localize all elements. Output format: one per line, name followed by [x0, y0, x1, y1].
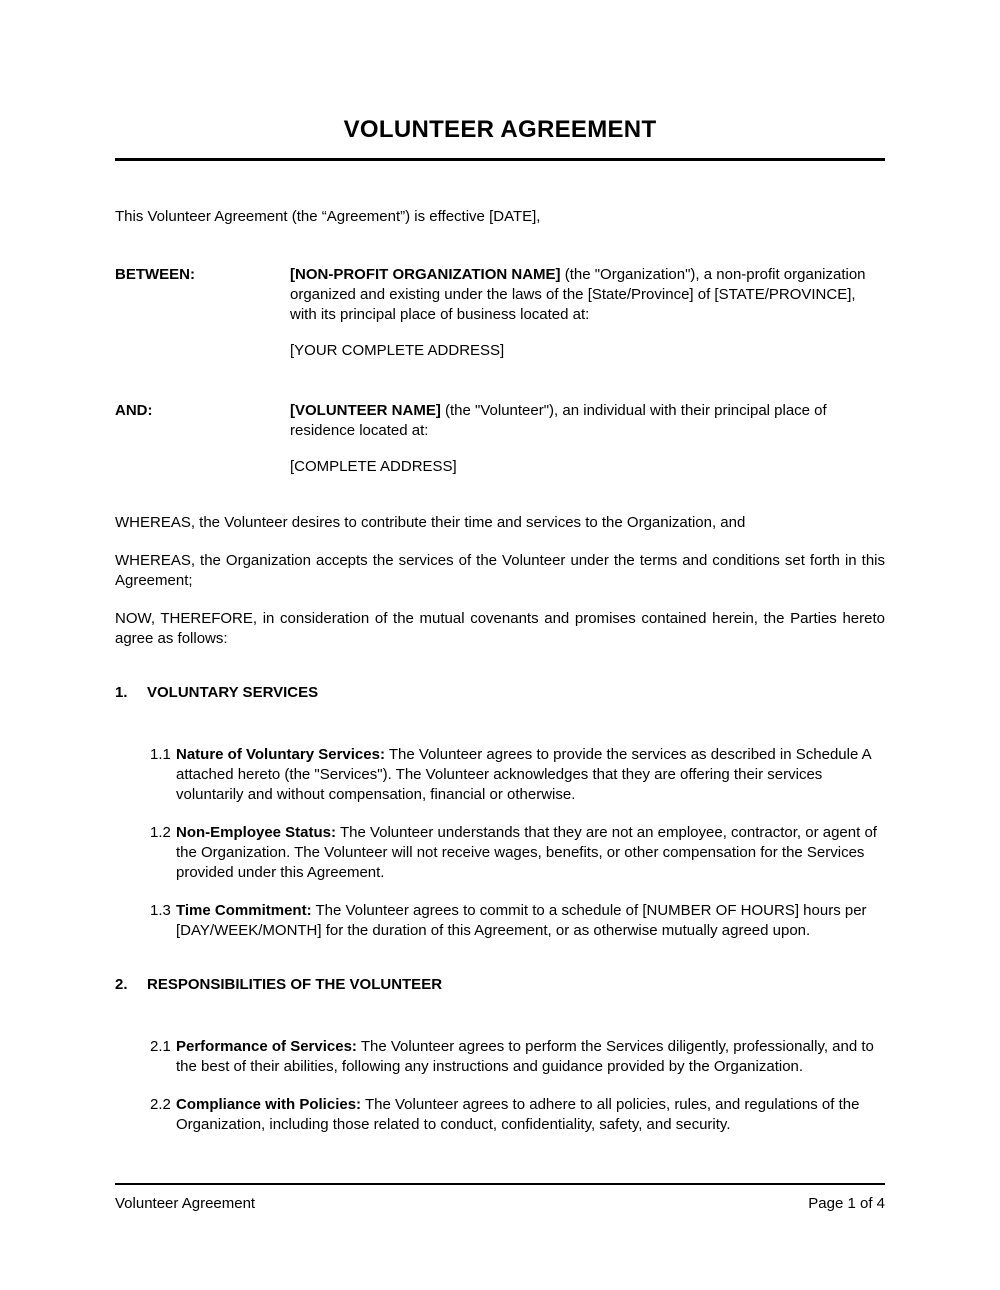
organization-address-placeholder: [YOUR COMPLETE ADDRESS] [290, 342, 505, 359]
clause-1-3-text: The Volunteer agrees to commit to a schedule of [NUMBER OF HOURS] hours per [DAY/WEEK/MONTH] for the duration of this Agreement, or as otherwise mutually agreed upon. [176, 902, 867, 939]
footer-page-number: Page 1 of 4 [808, 1195, 885, 1212]
clause-1-3-body [176, 901, 885, 941]
clause-2-1-body [176, 1037, 885, 1077]
volunteer-address-placeholder: [COMPLETE ADDRESS] [290, 458, 457, 475]
clause-2-2-title: Compliance with Policies: [176, 1096, 362, 1113]
party-between-description [290, 265, 885, 325]
clause-1-3 [150, 901, 885, 941]
section-2-title: RESPONSIBILITIES OF THE VOLUNTEER [147, 976, 443, 993]
clause-2-1-number: 2.1 [150, 1038, 171, 1055]
clause-1-1 [150, 745, 885, 805]
clause-2-2 [150, 1095, 885, 1135]
organization-name-placeholder: [NON-PROFIT ORGANIZATION NAME] [290, 266, 561, 283]
recital-whereas-1: WHEREAS, the Volunteer desires to contribute their time and services to the Organization, and [115, 514, 746, 531]
parties-block [115, 265, 885, 477]
recital-whereas-2: WHEREAS, the Organization accepts the services of the Volunteer under the terms and conditions set forth in this Agreement; [115, 552, 885, 589]
recital-now-therefore: NOW, THEREFORE, in consideration of the mutual covenants and promises contained herein, the Parties hereto agree as follows: [115, 610, 885, 647]
section-2-clauses [115, 1037, 885, 1135]
section-1-heading [115, 683, 885, 703]
section-1-title: VOLUNTARY SERVICES [147, 684, 319, 701]
party-and-label: AND: [115, 402, 153, 419]
party-between-label: BETWEEN: [115, 266, 195, 283]
clause-1-3-number: 1.3 [150, 902, 171, 919]
clause-1-1-number: 1.1 [150, 746, 171, 763]
party-between-body [290, 265, 885, 361]
recitals-block [115, 513, 885, 649]
organization-description-text: (the "Organization"), a non-profit organization organized and existing under the laws of the [State/Province] of [STATE/PROVINCE], with its principal place of business located at: [290, 266, 866, 323]
clause-1-2-body [176, 823, 885, 883]
clause-2-2-text: The Volunteer agrees to adhere to all policies, rules, and regulations of the Organization, including those related to conduct, confidentiality, safety, and security. [176, 1096, 860, 1133]
footer-document-name: Volunteer Agreement [115, 1195, 256, 1212]
volunteer-name-placeholder: [VOLUNTEER NAME] [290, 402, 441, 419]
clause-2-1 [150, 1037, 885, 1077]
section-responsibilities [115, 975, 885, 1135]
section-voluntary-services [115, 683, 885, 941]
section-2-number: 2. [115, 976, 128, 993]
clause-1-2-text: The Volunteer understands that they are not an employee, contractor, or agent of the Organization. The Volunteer will not receive wages, benefits, or other compensation for the Services provided under this Agreement. [176, 824, 877, 881]
party-and-body [290, 401, 885, 477]
clause-1-2-title: Non-Employee Status: [176, 824, 337, 841]
section-1-clauses [115, 745, 885, 941]
party-and-description [290, 401, 885, 441]
title-divider [115, 158, 885, 161]
clause-1-1-body [176, 745, 885, 805]
clause-1-3-title: Time Commitment: [176, 902, 312, 919]
intro-paragraph: This Volunteer Agreement (the “Agreement”) is effective [DATE], [115, 208, 541, 225]
section-2-heading [115, 975, 885, 995]
volunteer-description-text: (the "Volunteer"), an individual with their principal place of residence located at: [290, 402, 827, 439]
clause-1-2 [150, 823, 885, 883]
section-1-number: 1. [115, 684, 128, 701]
clause-2-2-body [176, 1095, 885, 1135]
clause-1-2-number: 1.2 [150, 824, 171, 841]
document-title: VOLUNTEER AGREEMENT [343, 116, 657, 143]
page-footer [115, 1183, 885, 1214]
party-and [115, 401, 885, 477]
clause-2-1-text: The Volunteer agrees to perform the Services diligently, professionally, and to the best of their abilities, following any instructions and guidance provided by the Organization. [176, 1038, 874, 1075]
clause-1-1-title: Nature of Voluntary Services: [176, 746, 385, 763]
clause-1-1-text: The Volunteer agrees to provide the services as described in Schedule A attached hereto (the "Services"). The Volunteer acknowledges that they are offering their services voluntarily and without compensation, financial or otherwise. [176, 746, 871, 803]
clause-2-1-title: Performance of Services: [176, 1038, 357, 1055]
party-between [115, 265, 885, 361]
clause-2-2-number: 2.2 [150, 1096, 171, 1113]
